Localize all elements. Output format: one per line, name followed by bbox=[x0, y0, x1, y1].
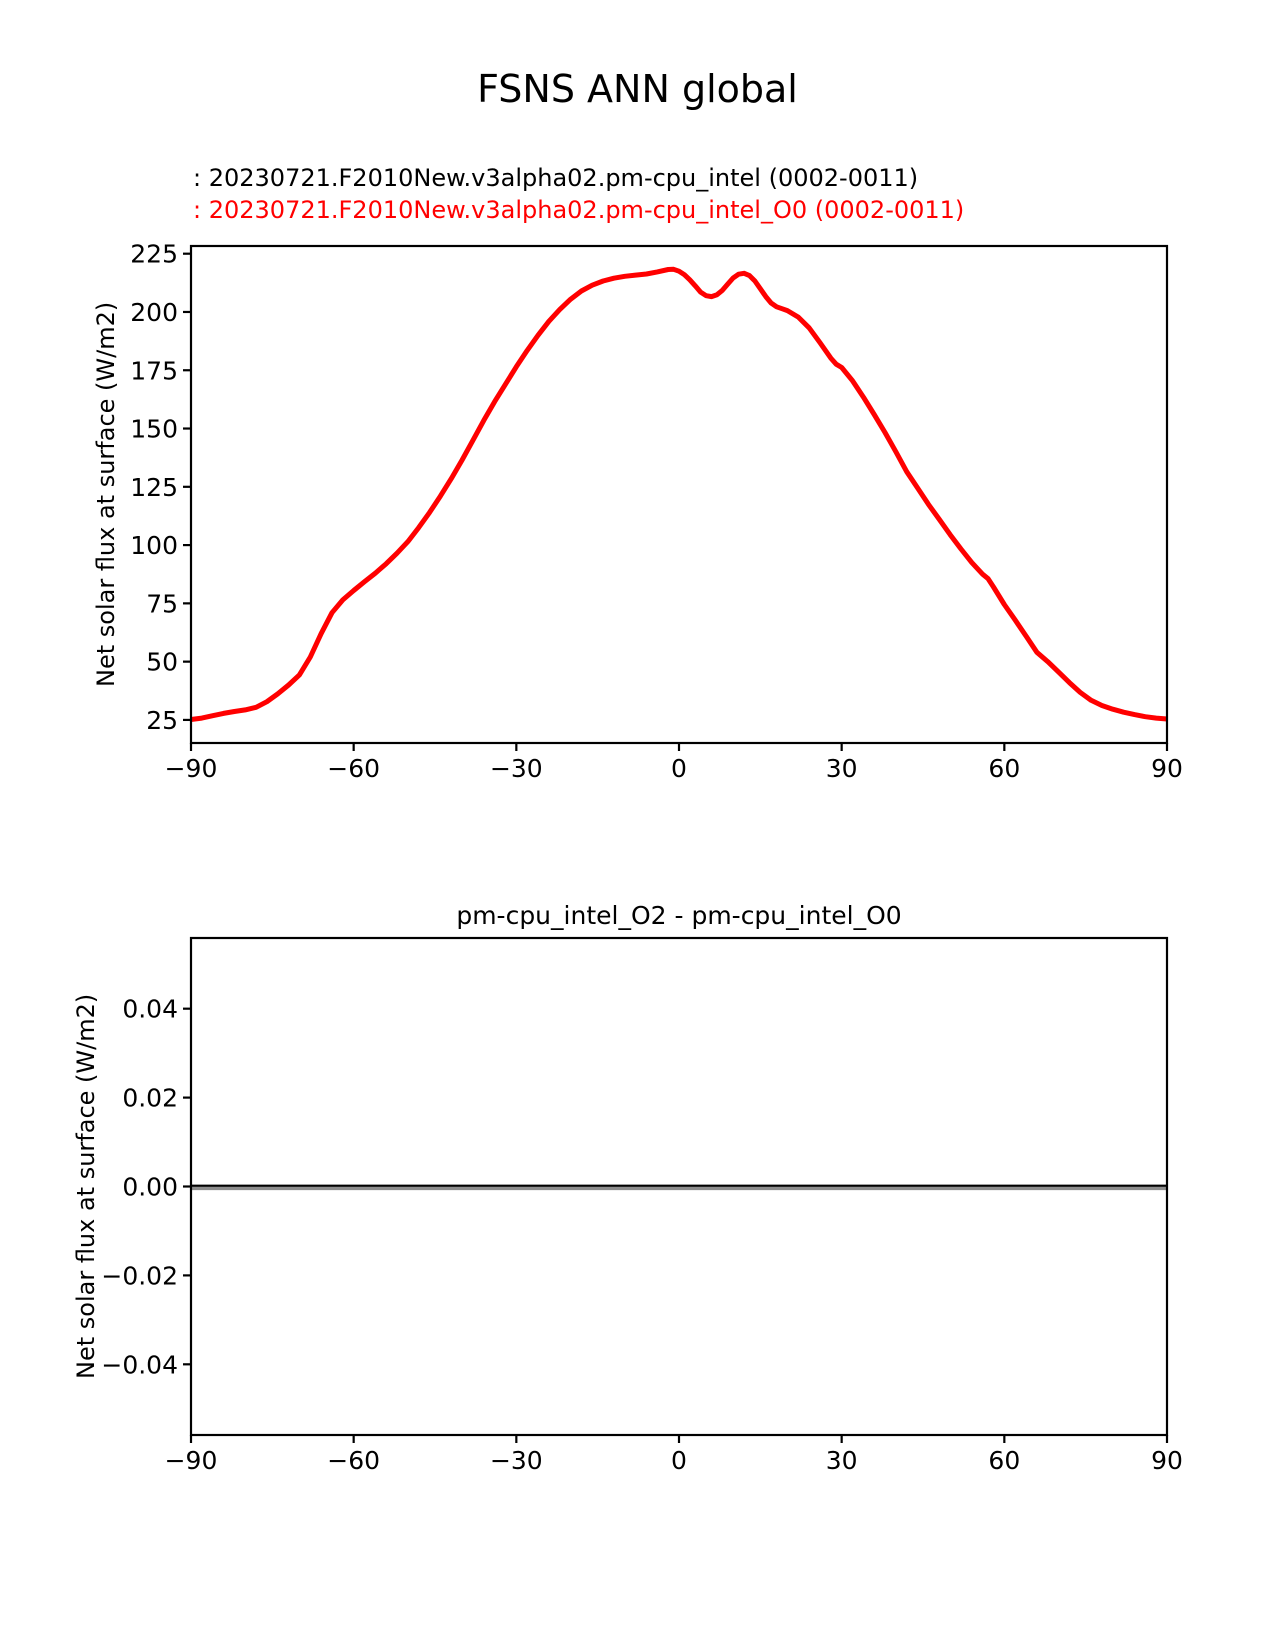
bottom-plot-ylabel: Net solar flux at surface (W/m2) bbox=[72, 993, 100, 1380]
plot-1-ytick-label: 125 bbox=[130, 472, 178, 502]
plot-1-ytick-label: 200 bbox=[130, 297, 178, 327]
plot-1-xtick-label: 0 bbox=[671, 754, 687, 783]
plot-1-ytick-label: 75 bbox=[146, 589, 178, 619]
plot-1-xtick-label: 90 bbox=[1151, 754, 1183, 783]
plot-1-series-1-line bbox=[191, 269, 1167, 719]
legend-entry-test: : 20230721.F2010New.v3alpha02.pm-cpu_intel_O0 (0002-0011) bbox=[193, 196, 965, 224]
plot-1-xtick-label: −30 bbox=[489, 754, 543, 783]
plot-2-xtick-label: −90 bbox=[164, 1446, 218, 1475]
plot-1-xtick-label: −90 bbox=[164, 754, 218, 783]
plot-1-xtick-label: 60 bbox=[988, 754, 1021, 783]
plot-1-ytick-label: 175 bbox=[130, 356, 178, 386]
plot-1-ytick-label: 50 bbox=[146, 647, 178, 677]
plot-1-ytick-label: 25 bbox=[146, 705, 178, 735]
figure-title: FSNS ANN global bbox=[477, 67, 798, 111]
plot-1-ytick-label: 225 bbox=[130, 239, 178, 269]
plot-1-ytick-label: 150 bbox=[130, 414, 178, 444]
plot-1-spines bbox=[191, 246, 1167, 743]
plot-2-xtick-label: 0 bbox=[671, 1446, 687, 1475]
top-plot-ylabel: Net solar flux at surface (W/m2) bbox=[92, 301, 120, 688]
plot-2-ytick-label: 0.00 bbox=[122, 1172, 178, 1202]
plot-1-xtick-label: 30 bbox=[825, 754, 858, 783]
plot-2-xtick-label: 60 bbox=[988, 1446, 1021, 1475]
plot-2-ytick-label: −0.02 bbox=[101, 1261, 178, 1291]
plot-1-xtick-label: −60 bbox=[327, 754, 381, 783]
plot-2-xtick-label: 90 bbox=[1151, 1446, 1183, 1475]
legend-entry-control: : 20230721.F2010New.v3alpha02.pm-cpu_intel (0002-0011) bbox=[193, 164, 919, 192]
plot-2-ytick-label: 0.04 bbox=[122, 994, 178, 1024]
plot-2-ytick-label: −0.04 bbox=[101, 1350, 178, 1380]
plot-2-xtick-label: −60 bbox=[327, 1446, 381, 1475]
plot-2-xtick-label: 30 bbox=[825, 1446, 858, 1475]
plot-2-ytick-label: 0.02 bbox=[122, 1083, 178, 1113]
plot-2-xtick-label: −30 bbox=[489, 1446, 543, 1475]
bottom-plot-title: pm-cpu_intel_O2 - pm-cpu_intel_O0 bbox=[456, 901, 902, 930]
plot-1-ytick-label: 100 bbox=[130, 531, 178, 561]
